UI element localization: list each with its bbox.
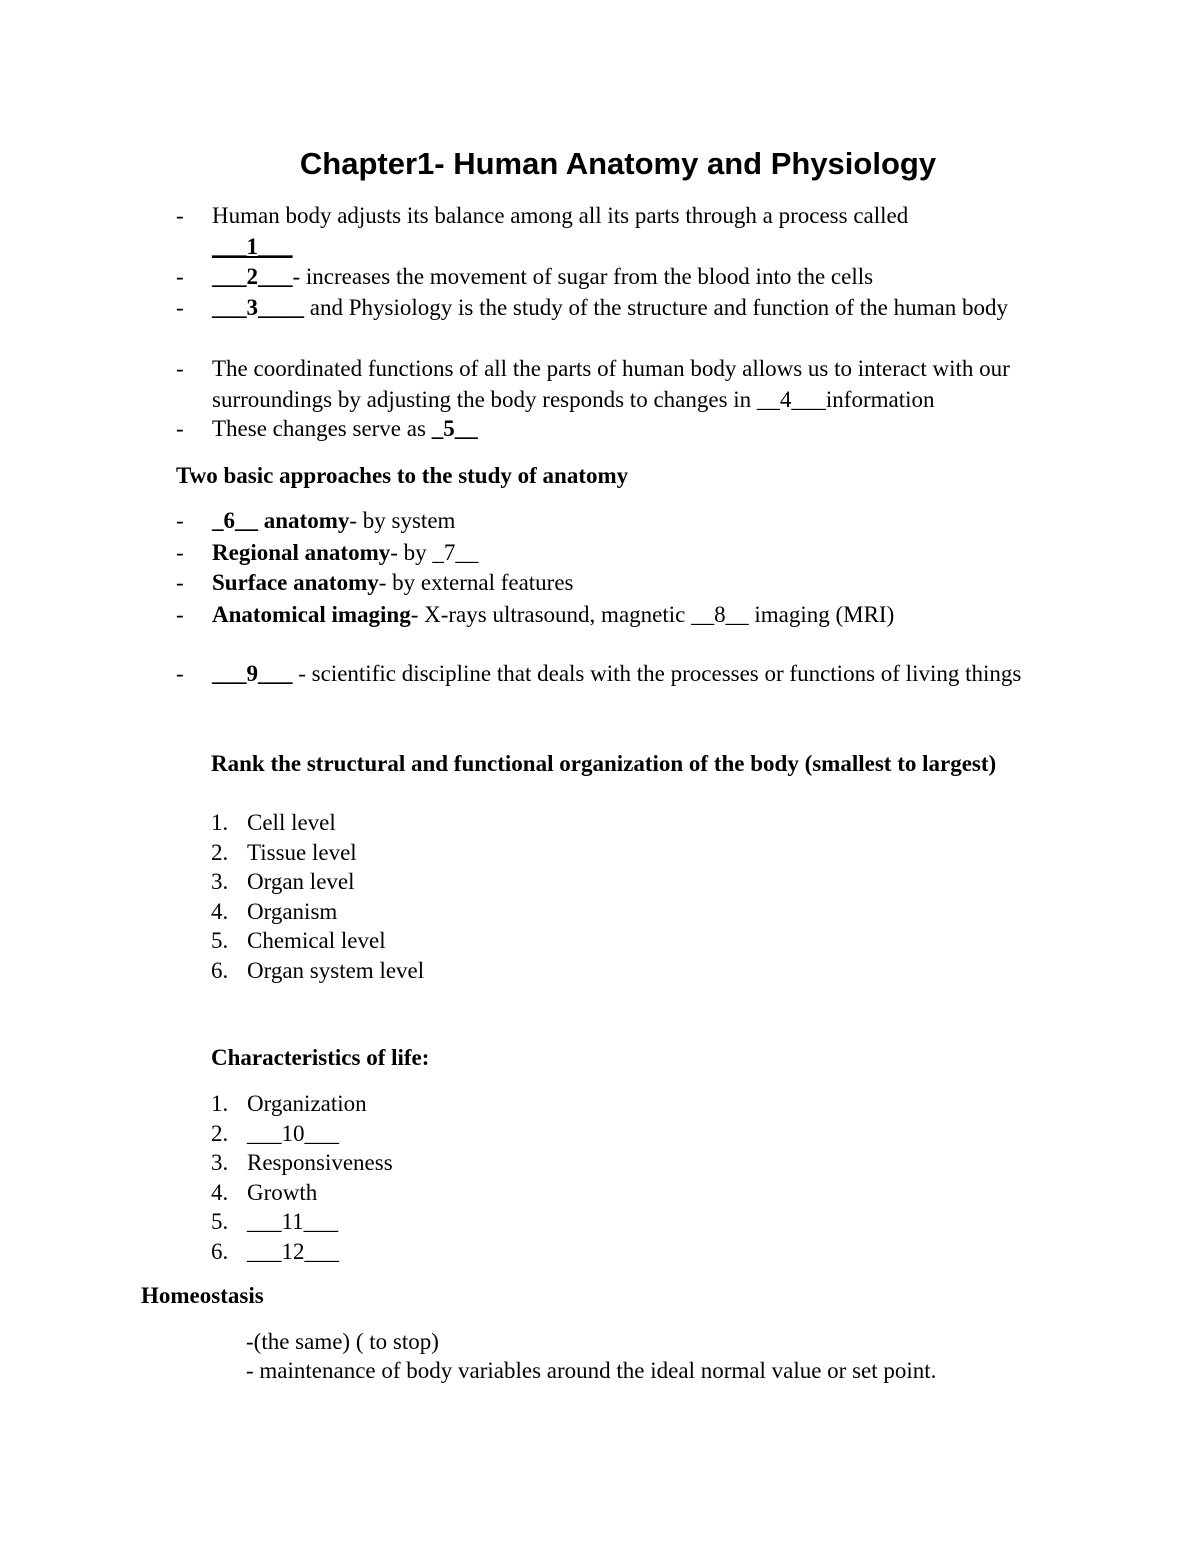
bullet-dash: -	[176, 570, 184, 595]
approach-text: - by _7__	[390, 540, 479, 565]
fill-blank-11: ___11___	[247, 1209, 339, 1235]
intro-text-end: information	[825, 386, 935, 412]
fill-blank-3: ___3____	[212, 295, 304, 320]
physiology-text: - scientific discipline that deals with the processes or functions of living things	[292, 661, 1022, 686]
list-text: Cell level	[247, 810, 336, 835]
fill-blank-5: _5__	[431, 416, 478, 441]
list-number: 1.	[211, 810, 229, 835]
fill-blank-9: ___9___	[212, 661, 293, 686]
fill-blank-2: ___2___	[212, 264, 293, 289]
bullet-dash: -	[176, 295, 184, 320]
intro-text: - increases the movement of sugar from the blood into the cells	[292, 264, 874, 289]
approach-text: - by system	[349, 508, 456, 533]
list-number: 1.	[211, 1091, 229, 1116]
intro-text: These changes serve as	[212, 416, 432, 441]
intro-text: and Physiology is the study of the structure and function of the human body	[304, 295, 1008, 320]
fill-blank-1: ___1___	[212, 233, 293, 259]
list-number: 6.	[211, 1238, 229, 1264]
list-number: 6.	[211, 957, 229, 983]
approaches-heading: Two basic approaches to the study of anatomy	[176, 463, 629, 488]
list-number: 4.	[211, 1179, 229, 1205]
list-text: Tissue level	[247, 839, 357, 865]
approach-term: Regional anatomy	[212, 540, 391, 565]
intro-text: Human body adjusts its balance among all its parts through a process called	[212, 203, 909, 228]
list-text: Organ system level	[247, 957, 425, 983]
approach-term: Anatomical imaging	[212, 602, 411, 627]
page-title: Chapter1- Human Anatomy and Physiology	[299, 146, 937, 181]
rank-heading: Rank the structural and functional organization of the body (smallest to largest)	[211, 751, 997, 776]
bullet-dash: -	[176, 508, 184, 533]
list-number: 3.	[211, 1150, 229, 1176]
bullet-dash: -	[176, 540, 184, 565]
list-text: Organ level	[247, 869, 355, 895]
list-number: 5.	[211, 928, 229, 954]
list-number: 2.	[211, 839, 229, 865]
homeostasis-heading: Homeostasis	[141, 1283, 264, 1308]
bullet-dash: -	[176, 264, 184, 289]
list-text: Growth	[247, 1179, 318, 1205]
approach-term: _6__ anatomy	[212, 508, 350, 533]
fill-blank-10: ___10___	[247, 1120, 339, 1146]
bullet-dash: -	[176, 356, 184, 381]
approach-text: - by external features	[378, 570, 574, 595]
list-text: Organism	[247, 898, 338, 924]
list-number: 5.	[211, 1209, 229, 1235]
list-text: Chemical level	[247, 928, 386, 954]
approach-text: - X-rays ultrasound, magnetic __8__ imaging (MRI)	[410, 602, 895, 627]
bullet-dash: -	[176, 661, 184, 686]
intro-text: The coordinated functions of all the parts of human body allows us to interact with our surroundings by adjusting the body responds to changes in	[212, 356, 1010, 412]
approach-term: Surface anatomy	[212, 570, 379, 595]
list-text: Responsiveness	[247, 1150, 393, 1176]
bullet-dash: -	[176, 602, 184, 627]
homeostasis-line-2: - maintenance of body variables around the ideal normal value or set point.	[246, 1358, 937, 1383]
homeostasis-line-1: -(the same) ( to stop)	[246, 1329, 439, 1354]
bullet-dash: -	[176, 416, 184, 441]
list-number: 2.	[211, 1120, 229, 1146]
bullet-dash: -	[176, 203, 184, 228]
list-number: 4.	[211, 898, 229, 924]
list-number: 3.	[211, 869, 229, 895]
list-text: Organization	[247, 1091, 367, 1116]
fill-blank-4: __4___	[756, 386, 826, 412]
characteristics-heading: Characteristics of life:	[211, 1045, 430, 1070]
fill-blank-12: ___12___	[247, 1238, 339, 1264]
